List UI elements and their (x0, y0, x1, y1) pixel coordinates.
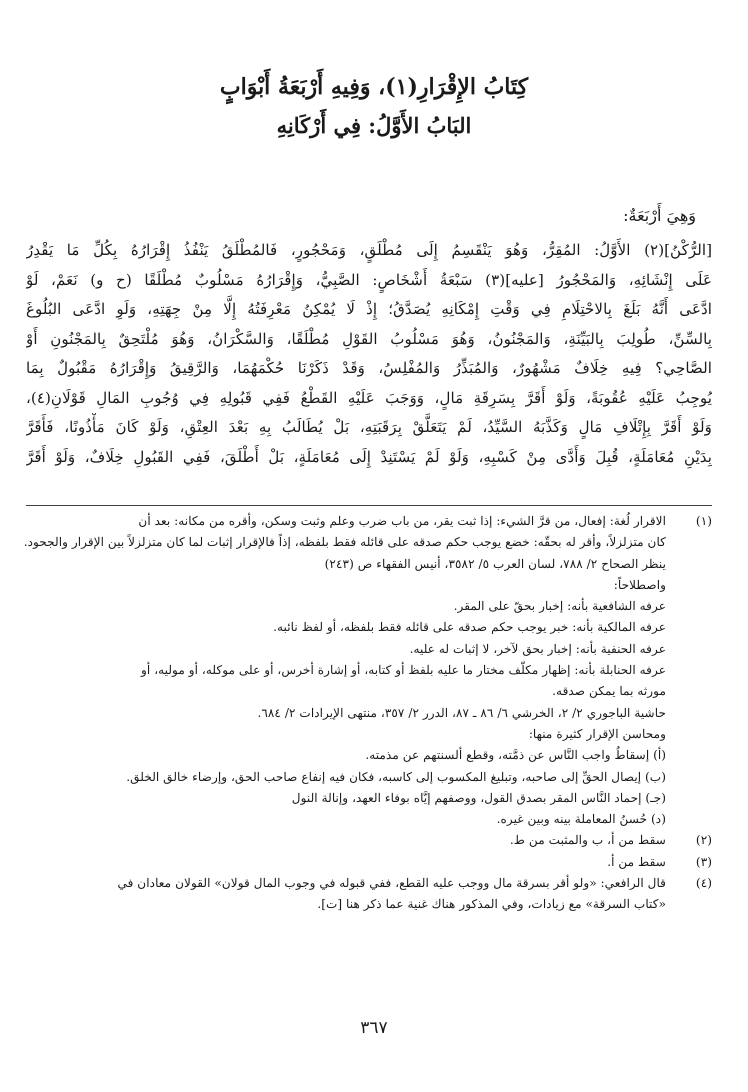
footnote-line: ينظر الصحاح ٢/ ٧٨٨، لسان العرب ٥/ ٣٥٨٢، أنيس الفقهاء ص (٢٤٣) (324, 556, 666, 571)
body-line: يُوجِبُ عَلَيْهِ عُقُوبَةً، وَلَوْ أَقَرَّ بِسَرِقَةِ مَالٍ، وَوَجَبَ عَلَيْهِ القَطْعُ فَفِي قَبُولِهِ فِي وُجُوبِ المَالِ قَوْلَانِ(٤)، (26, 388, 712, 407)
footnote-4 (26, 873, 712, 916)
footnotes (23, 511, 712, 916)
footnote-line: (ب) إيصال الحقِّ إلى صاحبه، وتبليغ المكسوب إلى كاسبه، فكان فيه إنفاع صاحب الحق، وإرضاء خالق الخلق. (126, 769, 666, 784)
chapter-heading (0, 70, 748, 142)
footnote-2 (26, 830, 712, 851)
footnote-number: (٤) (695, 876, 712, 891)
footnote-line: واصطلاحاً: (613, 577, 666, 592)
footnote-body (26, 830, 666, 851)
footnote-line: ومحاسن الإقرار كثيرة منها: (528, 726, 666, 741)
body-line: بِدَيْنِ مُعَامَلَةٍ، قُبِلَ وَأَدَّى مِنْ كَسْبِهِ، وَلَوْ لَمْ يَسْتَنِدْ إِلَى مُعَامَلَةٍ، بَلْ أَطْلَقَ، فَفِي القَبُولِ خِلَافٌ، وَلَوْ أَقَرَّ (26, 447, 712, 466)
footnote-body (24, 511, 666, 830)
main-text (26, 236, 712, 472)
footnote-number: (٢) (695, 833, 712, 848)
body-line: ادَّعَى أَنَّهُ بَلَغَ بِالاحْتِلَامِ فِي وَقْتِ إِمْكَانِهِ يُصَدَّقُ؛ إِذْ لَا يُمْكِنُ مَعْرِفَتُهُ إِلَّا مِنْ جِهَتِهِ، وَلَوِ ادَّعَى البُلُوغَ (26, 300, 712, 318)
footnote-line: عرفه الحنفية بأنه: إخبار بحق لآخر، لا إثبات له عليه. (409, 641, 666, 656)
footnote-line: قال الرافعي: «ولو أقر بسرقة مال ووجب عليه القطع، ففي قبوله في وجوب المال قولان» القولان معادان في (117, 876, 666, 891)
body-line: [الرُّكْنُ](٢) الأَوَّلُ: المُقِرُّ، وَهُوَ يَنْقَسِمُ إِلَى مُطْلَقٍ، وَمَحْجُورٍ، فَالمُطْلَقُ يَنْفُذُ إِقْرَارُهُ بِكُلِّ مَا يَقْدِرُ (26, 241, 712, 259)
footnote-3 (26, 852, 712, 873)
chapter-title: كِتَابُ الإِقْرَارِ(١)، وَفِيهِ أَرْبَعَةُ أَبْوَابٍ (219, 74, 529, 100)
section-title: البَابُ الأَوَّلُ: فِي أَرْكَانِهِ (276, 113, 472, 138)
footnote-line: مورثه بما يمكن صدقه. (552, 684, 666, 699)
body-line: عَلَى إِنْشَائِهِ، وَالمَحْجُورُ [عليه](٣) سَبْعَةُ أَشْخَاصٍ: الصَّبِيُّ، وَإِقْرَارُهُ مَسْلُوبٌ مُطْلَقًا (ح و) نَعَمْ، لَوْ (26, 270, 712, 289)
footnote-body (26, 873, 666, 916)
footnote-1 (23, 511, 712, 830)
intro-line: وَهِيَ أَرْبَعَةٌ: (623, 206, 696, 225)
footnote-divider (26, 505, 712, 506)
footnote-number: (١) (695, 514, 712, 528)
body-line: وَلَوْ أَقَرَّ بِإِتْلَافِ مَالٍ وَكَذَّبَهُ السَّيِّدُ، لَمْ يَتَعَلَّقْ بِرَقَبَتِهِ، بَلْ يُطَالَبُ بِهِ بَعْدَ العِتْقِ، وَلَوْ كَانَ مَأْذُونًا، فَأَقَرَّ (26, 418, 712, 436)
footnote-line: سقط من أ، ب والمثبت من ط. (509, 833, 666, 848)
footnote-number: (٣) (695, 854, 712, 869)
footnote-line: عرفه المالكية بأنه: خبر يوجب حكم صدقه على قائله فقط بلفظه، أو لفظ نائبه. (273, 620, 666, 635)
footnote-line: «كتاب السرقة» مع زيادات، وفي المذكور هناك غنية عما ذكر هنا [ت]. (317, 897, 666, 912)
footnote-line: (جـ) إحماد النَّاس المقر بصدق القول، ووصفهم إيَّاه بوفاء العهد، وإنالة النول (291, 790, 666, 805)
footnote-line: (أ) إسقاطُ واجب النَّاس عن ذمَّته، وقطع ألسنتهم عن مذمته. (365, 748, 666, 763)
footnote-line: الاقرار لُغة: إفعال، من قرَّ الشيء: إذا ثبت يقر، من باب ضرب وعلم وثبت وسكن، وأقره من مكانه: بعد أن (138, 514, 666, 528)
footnote-line: كان متزلزلاً، وأقر له بحقّه: خضع يوجب حكم صدقه على قائله فقط بلفظه، إذاً فالإقرار إثبات لما كان متزلزلاً بين الإقرار والجحود. (23, 535, 666, 550)
footnote-line: عرفه الشافعية بأنه: إخبار بحقّ على المقر. (453, 599, 666, 614)
body-line: بِالسِّنِّ، طُولِبَ بِالبَيِّنَةِ، وَالمَجْنُونُ، وَهُوَ مَسْلُوبُ القَوْلِ مُطْلَقًا، وَالسَّكْرَانُ، وَهُوَ مُلْتَحِقٌ بِالمَجْنُونِ أَوْ (26, 329, 712, 348)
footnote-line: عرفه الحنابلة بأنه: إظهار مكلّف مختار ما عليه بلفظ أو كتابه، أو إشارة أخرس، أو على موكله، أو موليه، أو (141, 663, 666, 678)
body-line: الصَّاحِي؟ فِيهِ خِلَافٌ مَشْهُورٌ، وَالمُبَذِّرُ وَالمُفْلِسُ، وَقَدْ ذَكَرْنَا حُكْمَهُمَا، وَالرَّقِيقُ وَإِقْرَارُهُ مَقْبُولٌ بِمَا (26, 359, 712, 377)
footnote-body (26, 852, 666, 873)
footnote-line: سقط من أ. (607, 854, 666, 869)
footnote-line: (د) حُسنُ المعاملة بينه وبين غيره. (496, 812, 666, 827)
page-number: ٣٦٧ (360, 1018, 388, 1038)
footnote-line: حاشية الباجوري ٢/ ٢، الخرشي ٦/ ٨٦ ـ ٨٧، الدرر ٢/ ٣٥٧، منتهى الإيرادات ٢/ ٦٨٤. (257, 705, 666, 720)
